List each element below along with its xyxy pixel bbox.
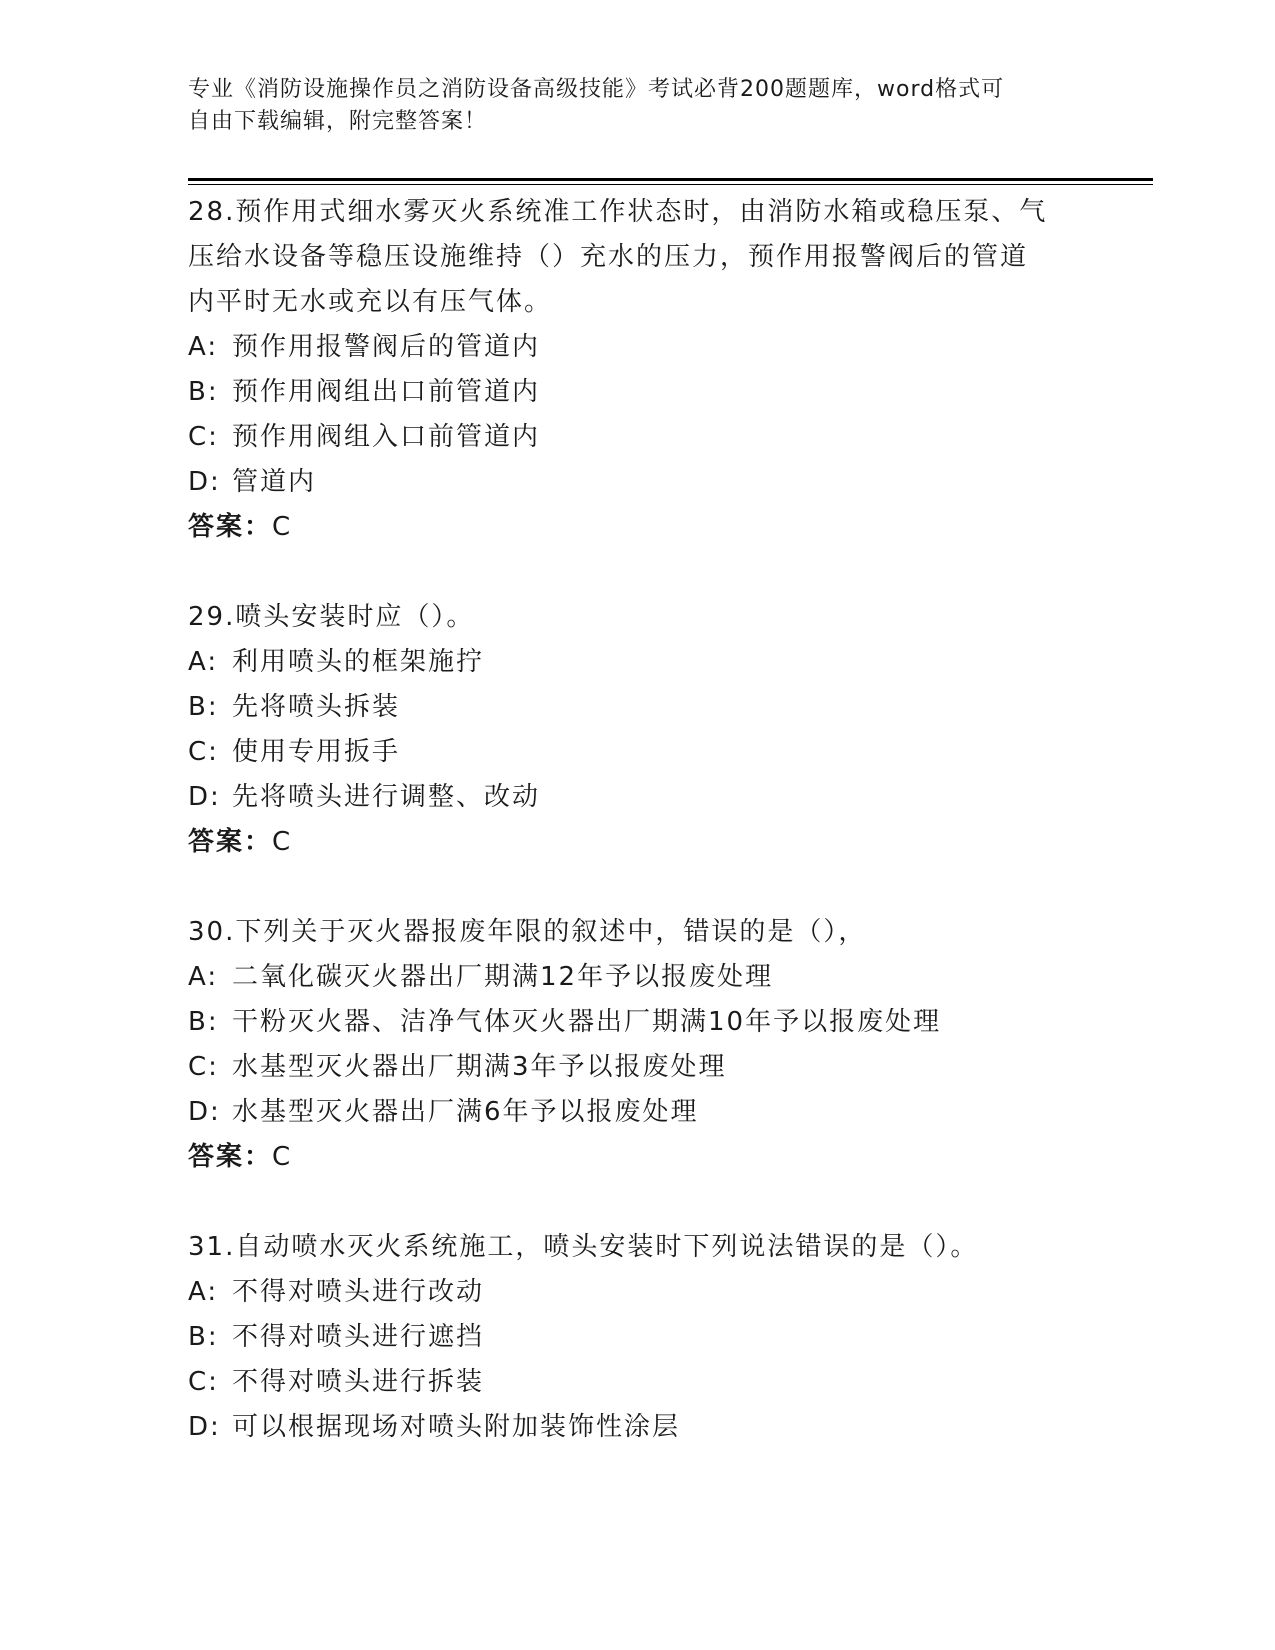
option-key: A: bbox=[188, 962, 219, 992]
answer-label: 答案： bbox=[188, 827, 273, 857]
option-key: C: bbox=[188, 422, 219, 452]
stem-line: 压给水设备等稳压设施维持（）充水的压力，预作用报警阀后的管道 bbox=[188, 242, 1029, 272]
option-b bbox=[188, 1000, 1088, 1045]
question-30 bbox=[188, 910, 1088, 1180]
option-text: 干粉灭火器、洁净气体灭火器出厂期满10年予以报废处理 bbox=[232, 1007, 942, 1037]
option-d bbox=[188, 1405, 1088, 1450]
option-text: 不得对喷头进行遮挡 bbox=[232, 1322, 485, 1352]
option-text: 水基型灭火器出厂期满3年予以报废处理 bbox=[232, 1052, 727, 1082]
answer-label: 答案： bbox=[188, 1142, 273, 1172]
question-spacer bbox=[188, 550, 1088, 595]
option-key: A: bbox=[188, 1277, 219, 1307]
stem-line: 内平时无水或充以有压气体。 bbox=[188, 287, 553, 317]
header-divider-thin bbox=[188, 184, 1153, 185]
option-c bbox=[188, 415, 1088, 460]
option-key: A: bbox=[188, 647, 219, 677]
option-text: 可以根据现场对喷头附加装饰性涂层 bbox=[232, 1412, 681, 1442]
option-text: 先将喷头拆装 bbox=[232, 692, 401, 722]
option-text: 不得对喷头进行改动 bbox=[232, 1277, 485, 1307]
answer-value: C bbox=[272, 1142, 293, 1172]
option-key: A: bbox=[188, 332, 219, 362]
answer-line bbox=[188, 820, 1088, 865]
option-a bbox=[188, 325, 1088, 370]
option-text: 预作用阀组出口前管道内 bbox=[232, 377, 541, 407]
option-a bbox=[188, 1270, 1088, 1315]
option-key: D: bbox=[188, 1097, 221, 1127]
option-key: B: bbox=[188, 1322, 219, 1352]
stem-line: 29.喷头安装时应（）。 bbox=[188, 602, 475, 632]
question-spacer bbox=[188, 865, 1088, 910]
question-stem bbox=[188, 595, 1088, 640]
stem-line: 28.预作用式细水雾灭火系统准工作状态时，由消防水箱或稳压泵、气 bbox=[188, 197, 1048, 227]
document-header bbox=[188, 74, 1088, 138]
option-key: B: bbox=[188, 377, 219, 407]
question-list bbox=[188, 190, 1088, 1450]
option-b bbox=[188, 1315, 1088, 1360]
option-a bbox=[188, 955, 1088, 1000]
header-line-1: 专业《消防设施操作员之消防设备高级技能》考试必背200题题库，word格式可 bbox=[188, 77, 1005, 102]
option-text: 不得对喷头进行拆装 bbox=[232, 1367, 485, 1397]
question-stem bbox=[188, 910, 1088, 955]
option-key: D: bbox=[188, 782, 221, 812]
option-c bbox=[188, 1045, 1088, 1090]
option-d bbox=[188, 775, 1088, 820]
header-line-2: 自由下载编辑，附完整答案！ bbox=[188, 109, 488, 134]
option-c bbox=[188, 730, 1088, 775]
option-text: 二氧化碳灭火器出厂期满12年予以报废处理 bbox=[232, 962, 774, 992]
answer-value: C bbox=[272, 827, 293, 857]
option-b bbox=[188, 685, 1088, 730]
option-text: 使用专用扳手 bbox=[232, 737, 401, 767]
option-text: 利用喷头的框架施拧 bbox=[232, 647, 485, 677]
option-text: 水基型灭火器出厂满6年予以报废处理 bbox=[232, 1097, 699, 1127]
stem-line: 31.自动喷水灭火系统施工，喷头安装时下列说法错误的是（）。 bbox=[188, 1232, 979, 1262]
option-d bbox=[188, 1090, 1088, 1135]
option-text: 先将喷头进行调整、改动 bbox=[232, 782, 541, 812]
question-31 bbox=[188, 1225, 1088, 1450]
option-d bbox=[188, 460, 1088, 505]
answer-label: 答案： bbox=[188, 512, 273, 542]
header-divider-thick bbox=[188, 178, 1153, 181]
option-text: 预作用阀组入口前管道内 bbox=[232, 422, 541, 452]
question-29 bbox=[188, 595, 1088, 865]
question-stem bbox=[188, 190, 1088, 325]
option-key: C: bbox=[188, 1052, 219, 1082]
question-stem bbox=[188, 1225, 1088, 1270]
question-spacer bbox=[188, 1180, 1088, 1225]
option-key: D: bbox=[188, 1412, 221, 1442]
option-key: C: bbox=[188, 1367, 219, 1397]
option-key: B: bbox=[188, 1007, 219, 1037]
answer-line bbox=[188, 505, 1088, 550]
answer-value: C bbox=[272, 512, 293, 542]
stem-line: 30.下列关于灭火器报废年限的叙述中，错误的是（）， bbox=[188, 917, 867, 947]
option-text: 管道内 bbox=[232, 467, 317, 497]
option-key: D: bbox=[188, 467, 221, 497]
option-text: 预作用报警阀后的管道内 bbox=[232, 332, 541, 362]
option-key: B: bbox=[188, 692, 219, 722]
option-a bbox=[188, 640, 1088, 685]
question-28 bbox=[188, 190, 1088, 550]
option-key: C: bbox=[188, 737, 219, 767]
option-b bbox=[188, 370, 1088, 415]
option-c bbox=[188, 1360, 1088, 1405]
answer-line bbox=[188, 1135, 1088, 1180]
